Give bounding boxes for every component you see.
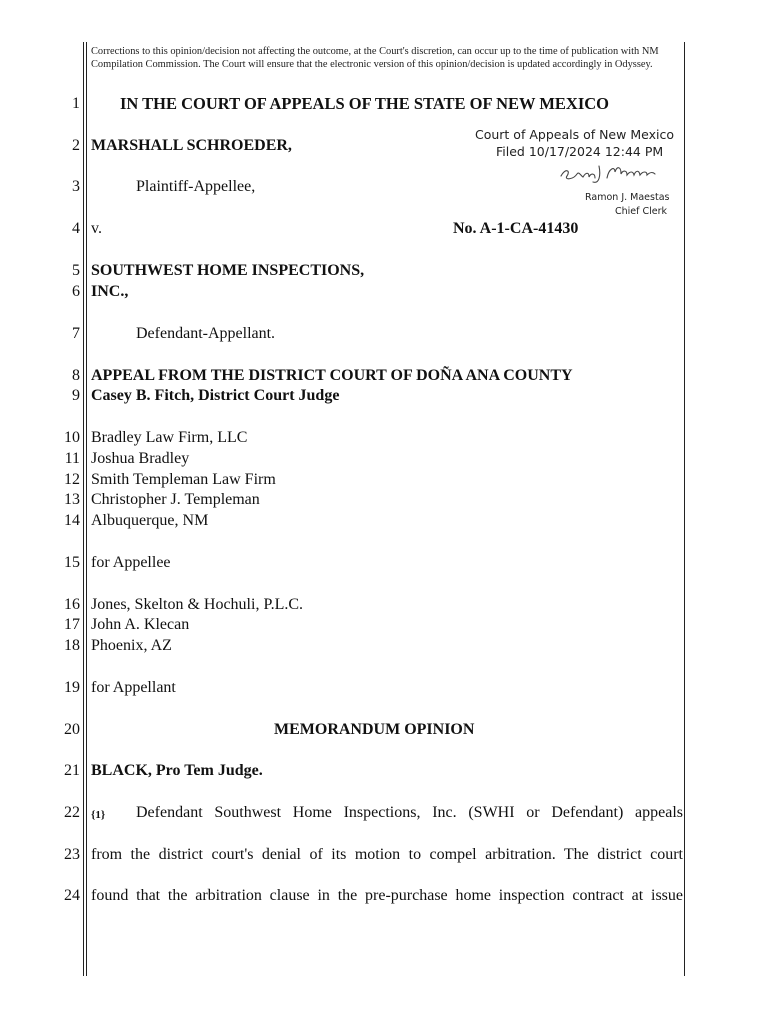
appellee-counsel-line: Bradley Law Firm, LLC bbox=[91, 429, 248, 446]
line-number: 15 bbox=[64, 554, 80, 571]
left-margin-rule-inner bbox=[86, 42, 87, 976]
defendant-role: Defendant-Appellant. bbox=[136, 325, 276, 342]
line-number: 10 bbox=[64, 429, 80, 446]
district-judge: Casey B. Fitch, District Court Judge bbox=[91, 387, 340, 404]
line-number: 19 bbox=[64, 679, 80, 696]
court-title: IN THE COURT OF APPEALS OF THE STATE OF NEW MEXICO bbox=[120, 94, 610, 113]
line-number: 4 bbox=[72, 220, 80, 237]
appeal-from: APPEAL FROM THE DISTRICT COURT OF DOÑA ANA COUNTY bbox=[91, 367, 573, 384]
line-number: 2 bbox=[72, 137, 80, 154]
line-number: 14 bbox=[64, 512, 80, 529]
line-number: 5 bbox=[72, 262, 80, 279]
appellee-counsel-line: Christopher J. Templeman bbox=[91, 491, 260, 508]
line-number: 18 bbox=[64, 637, 80, 654]
appellee-counsel-line: Smith Templeman Law Firm bbox=[91, 471, 276, 488]
line-number: 17 bbox=[64, 616, 80, 633]
plaintiff-role: Plaintiff-Appellee, bbox=[136, 178, 256, 195]
clerk-signature bbox=[555, 158, 667, 188]
line-number: 16 bbox=[64, 596, 80, 613]
correction-note: Corrections to this opinion/decision not affecting the outcome, at the Court's discretion, can occur up to the time of publication with NM Compilation Commission. The Court will ensure that the electronic version of this opinion/decision is updated accordingly in Odyssey. bbox=[91, 46, 659, 70]
signature-graphic bbox=[555, 158, 667, 188]
line-number: 24 bbox=[64, 887, 80, 904]
stamp-clerk-name: Ramon J. Maestas bbox=[585, 192, 670, 203]
left-margin-rule bbox=[83, 42, 84, 976]
line-number: 20 bbox=[64, 721, 80, 738]
opinion-heading: MEMORANDUM OPINION bbox=[274, 721, 475, 738]
body-line: Defendant Southwest Home Inspections, Inc. (SWHI or Defendant) appeals bbox=[136, 804, 683, 821]
for-appellee: for Appellee bbox=[91, 554, 171, 571]
stamp-clerk-title: Chief Clerk bbox=[615, 206, 668, 217]
body-line: from the district court's denial of its motion to compel arbitration. The district court bbox=[91, 846, 683, 863]
defendant-name-line2: INC., bbox=[91, 283, 129, 300]
line-number: 9 bbox=[72, 387, 80, 404]
line-number: 23 bbox=[64, 846, 80, 863]
line-number: 11 bbox=[64, 450, 80, 467]
line-number: 22 bbox=[64, 804, 80, 821]
appellant-counsel-line: Phoenix, AZ bbox=[91, 637, 172, 654]
line-number: 1 bbox=[72, 95, 80, 112]
author-judge: BLACK, Pro Tem Judge. bbox=[91, 762, 263, 779]
appellee-counsel-line: Joshua Bradley bbox=[91, 450, 190, 467]
body-line: found that the arbitration clause in the pre-purchase home inspection contract at issue bbox=[91, 887, 683, 904]
appellant-counsel-line: John A. Klecan bbox=[91, 616, 190, 633]
appellant-counsel-line: Jones, Skelton & Hochuli, P.L.C. bbox=[91, 596, 304, 613]
appellee-counsel-line: Albuquerque, NM bbox=[91, 512, 209, 529]
versus: v. bbox=[91, 220, 102, 237]
defendant-name-line1: SOUTHWEST HOME INSPECTIONS, bbox=[91, 262, 365, 279]
line-number: 12 bbox=[64, 471, 80, 488]
line-number: 8 bbox=[72, 367, 80, 384]
line-number: 13 bbox=[64, 491, 80, 508]
paragraph-marker: {1} bbox=[91, 809, 106, 821]
stamp-court: Court of Appeals of New Mexico bbox=[475, 127, 674, 142]
line-number: 6 bbox=[72, 283, 80, 300]
right-margin-rule bbox=[684, 42, 685, 976]
plaintiff-name: MARSHALL SCHROEDER, bbox=[91, 137, 292, 154]
stamp-filed: Filed 10/17/2024 12:44 PM bbox=[496, 144, 664, 159]
line-number: 7 bbox=[72, 325, 80, 342]
line-number: 21 bbox=[64, 762, 80, 779]
line-number: 3 bbox=[72, 178, 80, 195]
for-appellant: for Appellant bbox=[91, 679, 176, 696]
case-number: No. A-1-CA-41430 bbox=[453, 220, 579, 237]
